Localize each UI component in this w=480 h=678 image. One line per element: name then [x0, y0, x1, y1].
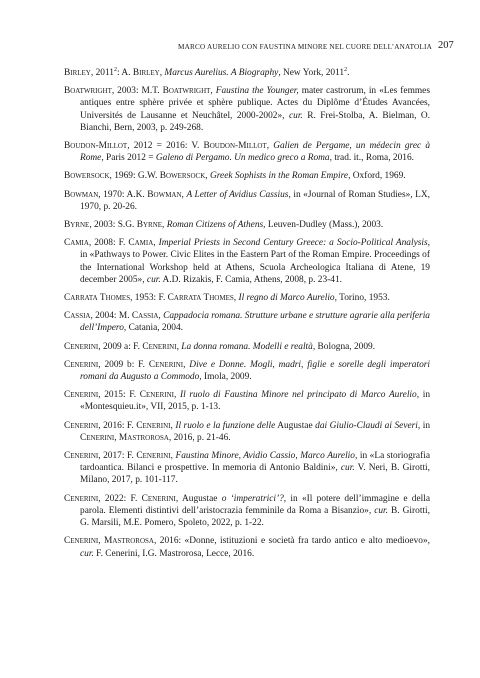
entry-title: o ‘imperatrici’? [221, 493, 284, 504]
entry-title: cur. [340, 463, 355, 474]
entry-text: , [176, 341, 182, 352]
entry-title: Marcus Aurelius. A Biography [164, 68, 279, 78]
entry-title: Cappadocia romana. Strutture urbane e strutture agrarie alla periferia dell’Impero [80, 311, 430, 334]
bibliography-entry [64, 189, 430, 213]
entry-key [64, 342, 128, 352]
author-name: Boudon-Millot [203, 141, 267, 152]
entry-key-year: , 1969 [109, 171, 133, 182]
entry-key-year: , 2012 = 2016 [127, 141, 185, 152]
author-name: Cenerini [141, 493, 176, 504]
entry-text: : A.K. [121, 189, 148, 200]
entry-text: : M.T. [135, 86, 163, 97]
entry-text: : F. [121, 451, 137, 462]
entry-title: Faustina Minore, Avidio Cassio, Marco Aurelio [175, 451, 355, 462]
entry-text: : F. [153, 293, 168, 304]
entry-title: Il ruolo e la funzione delle [175, 420, 276, 431]
entry-title: La donna romana. Modelli e realtà [181, 341, 313, 352]
entry-text: , Leuven-Dudley (Mass.), 2003. [263, 220, 384, 231]
entry-text: , [159, 68, 165, 78]
entry-key-year: , 1970 [98, 189, 122, 200]
entry-text: , in [417, 420, 431, 431]
entry-text: 2 [344, 66, 348, 73]
bibliography-entry [64, 85, 430, 134]
entry-key-name: Boatwright [64, 86, 112, 97]
entry-title: Dive e Donne. Mogli, madri, figlie e sorelle degli imperatori romani da Augusto a Commodo [80, 359, 431, 383]
bibliography-list [64, 67, 430, 566]
entry-key-name: Boudon-Millot [64, 141, 128, 152]
entry-key-year: , 2008 [88, 238, 113, 249]
page-number: 207 [438, 40, 454, 51]
author-name: Birley [132, 68, 160, 78]
entry-text: Augustae [275, 420, 316, 431]
entry-text: , in «La storiografia tardoantica. Bilanci e prospettive. In memoria di Antonio Baldini», [80, 451, 430, 474]
running-title: MARCO AURELIO CON FAUSTINA MINORE NEL CUORE DELL’ANATOLIA [178, 43, 432, 51]
entry-key [64, 238, 113, 248]
entry-key-name: Cenerini [64, 390, 99, 401]
entry-key-year: , 1953 [130, 293, 154, 304]
entry-key-name: Cenerini, Mastrorosa [64, 536, 154, 547]
entry-text: B. Girotti, G. Marsili, M.E. Pomero, Spoleto, 2022, p. 1-22. [80, 505, 430, 529]
entry-title: cur. [288, 110, 303, 121]
entry-text: : V. [184, 141, 204, 152]
bibliography-entry [64, 292, 430, 304]
entry-text: , [266, 141, 274, 152]
entry-key [64, 360, 132, 370]
entry-key-year: , 2003 [111, 86, 136, 97]
author-name: Cenerini, Mastrorosa [80, 432, 169, 443]
author-name: Bowman [147, 189, 182, 200]
entry-key-name: Cassia [64, 311, 91, 322]
entry-text: , Oxford, 1969. [348, 171, 406, 182]
entry-text: F. Cenerini, I.G. Mastrorosa, Lecce, 2016. [93, 548, 255, 559]
bibliography-entry [64, 170, 430, 182]
entry-text: , in «Journal of Roman Studies», LX, 1970, p. 20-26. [80, 189, 431, 212]
entry-text: , in «Il potere dell’immagine e della parola. Elementi distintivi dell’aristocrazia femminile da Roma a Bisanzio», [80, 493, 431, 516]
entry-key [64, 68, 117, 78]
bibliography-entry [64, 420, 430, 444]
entry-key [64, 171, 133, 181]
entry-text: : F. [113, 238, 129, 249]
entry-title: Greek Sophists in the Roman Empire [209, 171, 349, 182]
entry-text: : F. [123, 390, 140, 401]
entry-key-year: , 2017 [98, 451, 122, 462]
entry-key-year: , 2022 [98, 493, 124, 504]
entry-key-year: , 2011 [90, 68, 114, 78]
entry-key [64, 451, 122, 461]
author-name: Cenerini [139, 390, 174, 401]
entry-text: , New York, 2011 [278, 68, 345, 78]
author-name: Cenerini [148, 359, 184, 370]
entry-text: , [170, 420, 176, 431]
bibliography-entry [64, 450, 430, 487]
entry-key-year: , 2015 [98, 390, 123, 401]
entry-title: A Letter of Avidius Cassius [186, 189, 289, 200]
entry-text: , Bologna, 2009. [312, 341, 376, 352]
entry-text: , [173, 390, 180, 401]
entry-key-year: , 2004 [90, 311, 114, 322]
entry-text: : A. [116, 68, 133, 78]
entry-key-year: , 2016 [153, 536, 179, 547]
entry-text: : «Donne, istituzioni e società fra tardo antico e alto medioevo», [178, 536, 430, 547]
entry-text: , Torino, 1953. [334, 293, 390, 304]
entry-text: , Catania, 2004. [123, 323, 184, 334]
entry-key [64, 141, 185, 151]
edition-superscript: 2 [113, 66, 117, 73]
entry-key-name: Cenerini [64, 451, 99, 462]
entry-text: , in «Pathways to Power. Civic Elites in the Eastern Part of the Roman Empire. Proceedings of the International Workshop held at Athens, Scuola Archeologica Italiana di Atene, 19 december 2005», [80, 238, 431, 285]
bibliography-entry [64, 535, 430, 559]
entry-key-name: Byrne [64, 220, 90, 231]
entry-title: cur. [146, 274, 161, 285]
entry-key [64, 536, 179, 546]
entry-text: , [153, 238, 159, 249]
entry-text: , [181, 189, 187, 200]
entry-key-year: , 2016 [98, 420, 122, 431]
entry-text: : F. [123, 493, 142, 504]
author-name: Carrata Thomes [167, 293, 234, 304]
entry-key-name: Cenerini [64, 420, 99, 431]
bibliography-entry [64, 493, 430, 530]
entry-title: Galeno di Pergamo. Un medico greco a Roma [155, 153, 330, 164]
entry-title: Il ruolo di Faustina Minore nel principato di Marco Aurelio [179, 390, 417, 401]
entry-text: , [170, 451, 176, 462]
entry-text: , trad. it., Roma, 2016. [329, 153, 414, 164]
entry-text: : G.W. [132, 171, 160, 182]
author-name: Bowersock [159, 171, 206, 182]
bibliography-entry [64, 389, 430, 413]
entry-key-name: Bowersock [64, 171, 110, 182]
entry-text: A.D. Rizakis, F. Camia, Athens, 2008, p. 23-41. [160, 274, 342, 285]
entry-text: , Imola, 2009. [199, 372, 252, 383]
entry-text: R. Frei-Stolba, A. Bielman, O. Bianchi, Bern, 2003, p. 249-268. [80, 110, 430, 133]
entry-title: Roman Citizens of Athens [166, 220, 264, 231]
bibliography-entry [64, 237, 430, 286]
entry-key [64, 390, 123, 400]
bibliography-entry [64, 359, 430, 383]
entry-text: , [158, 311, 164, 322]
entry-key-year: , 2009 a [98, 341, 129, 352]
author-name: Cassia [131, 311, 159, 322]
entry-text: , [162, 220, 167, 231]
entry-text: , [233, 293, 239, 304]
entry-title: Il regno di Marco Aurelio [238, 293, 335, 304]
entry-key [64, 421, 122, 431]
entry-key-year: , 2003 [89, 220, 113, 231]
bibliography-entry [64, 67, 430, 79]
bibliography-entry [64, 310, 430, 334]
entry-title: Imperial Priests in Second Century Greece: a Socio-Political Analysis [158, 238, 428, 249]
author-name: Camia [128, 238, 154, 249]
bibliography-entry [64, 341, 430, 353]
bibliography-entry [64, 219, 430, 231]
entry-text: V. Neri, B. Girotti, Milano, 2017, p. 101-117. [80, 463, 430, 486]
entry-text: : M. [113, 311, 132, 322]
author-name: Cenerini [142, 341, 177, 352]
entry-key [64, 311, 114, 321]
entry-title: Faustina the Younger, [215, 86, 299, 97]
entry-title: dai Giulio-Claudi ai Severi [315, 420, 418, 431]
author-name: Cenerini [136, 420, 171, 431]
entry-key-year: , 2009 b [98, 359, 132, 370]
entry-key-name: Bowman [64, 189, 99, 200]
entry-text: , [210, 86, 216, 97]
entry-key [64, 293, 154, 303]
entry-title: Galien de Pergame, un médecin grec à Rome [80, 141, 431, 164]
author-name: Boatwright [162, 86, 211, 97]
entry-text: mater castrorum, in «Les femmes antiques entre sphère privée et sphère publique. Actes du Diplôme d’Études Avancées, Universités de Lausanne et Neuchâtel, 2000-2002», [80, 86, 430, 121]
entry-text: : S.G. [112, 220, 137, 231]
entry-text: , [183, 359, 190, 370]
entry-key-name: Birley [64, 68, 91, 78]
entry-text: , 2016, p. 21-46. [168, 432, 231, 443]
entry-key [64, 494, 124, 504]
entry-text: : F. [128, 341, 143, 352]
entry-key [64, 220, 113, 230]
entry-text: , [205, 171, 210, 182]
entry-title: cur. [80, 548, 94, 559]
author-name: Byrne [136, 220, 163, 231]
entry-text: : F. [121, 420, 137, 431]
entry-text: : F. [131, 359, 149, 370]
entry-key-name: Cenerini [64, 359, 99, 370]
entry-text: . [347, 68, 350, 78]
entry-text: , Paris 2012 = [101, 153, 156, 164]
bibliography-entry [64, 140, 430, 164]
entry-key-name: Camia [64, 238, 89, 249]
entry-key [64, 86, 136, 96]
entry-key-name: Cenerini [64, 493, 99, 504]
entry-text: , in «Montesquieu.it», VII, 2015, p. 1-13. [80, 390, 431, 413]
entry-key [64, 190, 122, 200]
entry-key-name: Cenerini [64, 341, 99, 352]
author-name: Cenerini [136, 451, 171, 462]
entry-key-name: Carrata Thomes [64, 293, 131, 304]
entry-text: , Augustae [175, 493, 222, 504]
entry-title: cur. [374, 505, 389, 516]
